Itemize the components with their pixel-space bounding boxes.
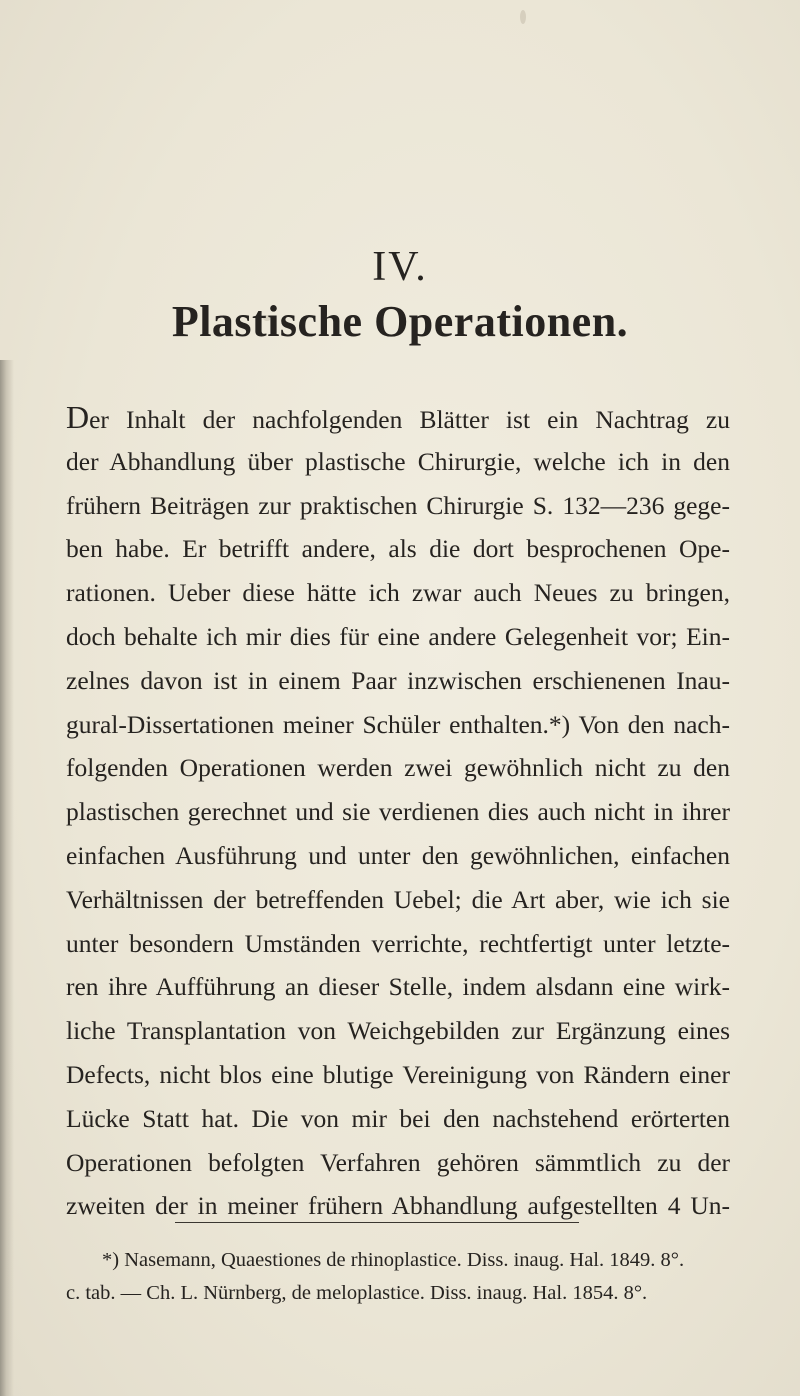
footnote-line: *) Nasemann, Quaestiones de rhinoplastice. Diss. inaug. Hal. 1849. 8°.: [102, 1249, 685, 1271]
binding-shadow: [0, 360, 14, 1396]
text-line: Lücke Statt hat. Die von mir bei den nachstehend erörterten: [66, 1103, 730, 1133]
text-line: doch behalte ich mir dies für eine andere Gelegenheit vor; Ein-: [66, 621, 730, 651]
text-line: gural-Dissertationen meiner Schüler enthalten.*) Von den nach-: [66, 709, 730, 739]
text-line: plastischen gerechnet und sie verdienen dies auch nicht in ihrer: [66, 797, 730, 827]
text-line: Operationen befolgten Verfahren gehören sämmtlich zu der: [66, 1147, 730, 1177]
footnote-rule: [175, 1222, 579, 1223]
text-line: der Abhandlung über plastische Chirurgie, welche ich in den: [66, 446, 730, 476]
text-line: einfachen Ausführung und unter den gewöhnlichen, einfachen: [66, 840, 730, 870]
text-line: liche Transplantation von Weichgebilden zur Ergänzung eines: [66, 1016, 730, 1046]
body-text: [66, 396, 730, 1228]
dropcap: D: [66, 399, 90, 435]
text-line: ben habe. Er betrifft andere, als die dort besprochenen Ope-: [66, 534, 730, 564]
text-line-content: er Inhalt der nachfolgenden Blätter ist ein Nachtrag zu: [89, 405, 730, 434]
footnote: [66, 1244, 730, 1310]
text-line: frühern Beiträgen zur praktischen Chirurgie S. 132—236 gege-: [66, 490, 730, 520]
text-line: rationen. Ueber diese hätte ich zwar auch Neues zu bringen,: [66, 578, 730, 608]
text-line: zelnes davon ist in einem Paar inzwischen erschienenen Inau-: [66, 665, 730, 695]
footnote-line: c. tab. — Ch. L. Nürnberg, de meloplastice. Diss. inaug. Hal. 1854. 8°.: [66, 1282, 648, 1304]
text-line: folgenden Operationen werden zwei gewöhnlich nicht zu den: [66, 753, 730, 783]
text-line: ren ihre Aufführung an dieser Stelle, indem alsdann eine wirk-: [66, 972, 730, 1002]
text-line: [66, 396, 730, 440]
text-line: unter besondern Umständen verrichte, rechtfertigt unter letzte-: [66, 928, 730, 958]
text-line: zweiten der in meiner frühern Abhandlung aufgestellten 4 Un-: [66, 1191, 730, 1221]
chapter-title: Plastische Operationen.: [171, 297, 629, 346]
text-line: Defects, nicht blos eine blutige Vereinigung von Rändern einer: [66, 1059, 730, 1089]
text-line: Verhältnissen der betreffenden Uebel; die Art aber, wie ich sie: [66, 884, 730, 914]
paper-spot: [520, 10, 526, 24]
chapter-number: IV.: [372, 244, 428, 290]
